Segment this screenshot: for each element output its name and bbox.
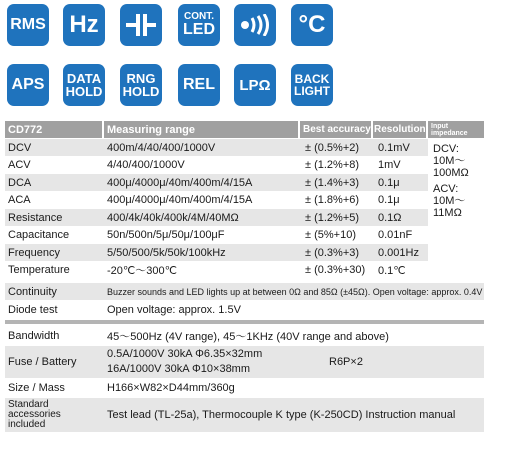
measurement-range: 5/50/500/5k/50k/100kHz [107,246,226,259]
measurement-range: 400μ/4000μ/40m/400m/4/15A [107,194,253,206]
diode-text: Open voltage: approx. 1.5V [107,303,241,316]
header-resolution [373,121,426,138]
aps-badge [7,64,49,106]
measurement-accuracy: ± (5%+10) [305,229,356,241]
header-resolution-label: Resolution [374,124,426,135]
size-value: H166×W82×D44mm/360g [107,382,235,394]
impedance-acv-label: ACV: [433,183,459,195]
header-model [5,121,102,138]
header-accuracy [300,121,371,138]
continuity-text: Buzzer sounds and LED lights up at between 0Ω and 85Ω (±45Ω). Open voltage: approx. 0.4V [107,286,483,297]
continuity-label: Continuity [8,285,57,298]
measurement-row [5,262,428,279]
measurement-resolution: 1mV [378,159,401,171]
lpo-label: LPΩ [239,76,271,94]
accessories-label-2: accessories [8,409,61,420]
buzzer-icon [234,4,276,46]
cont-led-badge [178,4,220,46]
impedance-dcv-label: DCV: [433,143,459,155]
header-range-label: Measuring range [107,123,196,136]
measurement-accuracy: ± (1.4%+3) [305,176,360,189]
measurement-range: 4/40/400/1000V [107,159,185,171]
cont-label: CONT. [184,11,214,22]
impedance-dcv-value-2: 100MΩ [433,167,469,179]
rms-badge-label: RMS [10,16,46,33]
measurement-range: 50n/500n/5μ/50μ/100μF [107,229,225,241]
measurement-range: 400/4k/40k/400k/4M/40MΩ [107,211,239,224]
measurement-accuracy: ± (0.3%+30) [305,264,366,276]
measurement-name: Resistance [8,211,63,224]
measurement-resolution: 0.1mV [378,141,410,154]
accessories-value: Test lead (TL-25a), Thermocouple K type (K-250CD) Instruction manual [107,409,456,421]
measurement-accuracy: ± (1.2%+8) [305,159,360,171]
model-name: CD772 [8,123,43,136]
measurement-accuracy: ± (1.2%+5) [305,211,360,224]
hz-badge-label: Hz [69,11,99,38]
capacitor-icon [120,4,162,46]
measurement-resolution: 0.1℃ [378,264,406,277]
rng-hold-badge [120,64,162,106]
led-label: LED [183,21,215,38]
measurement-name: Temperature [8,264,70,276]
accessories-label-3: included [8,419,46,430]
continuity-row [5,283,484,300]
impedance-dcv-value-1: 10M〜 [433,155,466,167]
measurement-name: DCA [8,176,32,189]
measurement-resolution: 0.1μ [378,176,400,189]
header-impedance-label-2: impedance [431,129,468,137]
header-range [104,121,298,138]
measurement-row [5,244,428,261]
measurement-row [5,174,428,191]
measurement-name: Frequency [8,246,60,259]
back-light-badge [291,64,333,106]
measurement-range: 400μ/4000μ/40m/400m/4/15A [107,176,253,189]
measurement-resolution: 0.1Ω [378,211,402,224]
hz-badge [63,4,105,46]
fuse-label: Fuse / Battery [8,356,77,368]
fuse-value-2: 16A/1000V 30kA Φ10×38mm [107,363,251,375]
measurement-accuracy: ± (0.3%+3) [305,246,360,259]
measurement-name: ACV [8,159,31,171]
diode-row [5,301,484,318]
size-label: Size / Mass [8,382,65,394]
accessories-label-1: Standard [8,399,49,410]
impedance-acv-value-2: 11MΩ [433,207,462,219]
header-accuracy-label: Best accuracy [303,124,371,135]
measurement-range: 400m/4/40/400/1000V [107,141,216,154]
rel-badge [178,64,220,106]
fuse-row [5,346,484,378]
size-row [5,379,484,397]
measurement-row [5,209,428,226]
diode-label: Diode test [8,303,58,316]
measurement-name: DCV [8,141,32,154]
impedance-acv-value-1: 10M〜 [433,195,466,207]
measurement-row [5,192,428,209]
rng-label: RNG [126,71,156,86]
celsius-label: °C [298,11,326,38]
hold-label: HOLD [65,84,103,99]
measurement-accuracy: ± (1.8%+6) [305,194,360,206]
battery-value: R6P×2 [329,356,363,368]
aps-label: APS [11,76,45,93]
impedance-cell [430,139,484,280]
measurement-row [5,139,428,156]
celsius-badge [291,4,333,46]
measurement-accuracy: ± (0.5%+2) [305,141,360,154]
header-impedance [428,121,484,138]
bandwidth-value: 45〜500Hz (4V range), 45〜1KHz (40V range and above) [107,330,389,343]
accessories-row [5,398,484,432]
accessories-label [5,398,102,432]
measurement-resolution: 0.1μ [378,194,400,206]
measurement-row [5,157,428,174]
measurement-resolution: 0.01nF [378,229,413,241]
section-divider [5,320,484,324]
lpo-badge [234,64,276,106]
data-label: DATA [66,71,102,86]
back-label: BACK [294,72,330,86]
header-impedance-label-1: Input [431,122,449,130]
measurement-name: Capacitance [8,229,70,241]
fuse-values [104,346,262,378]
data-hold-badge [63,64,105,106]
fuse-value-1: 0.5A/1000V 30kA Φ6.35×32mm [107,348,263,360]
measurement-name: ACA [8,194,31,206]
rms-badge [7,4,49,46]
measurement-range: -20℃〜300℃ [107,265,177,277]
rel-label: REL [183,76,215,93]
measurement-row [5,227,428,244]
bandwidth-label: Bandwidth [8,329,60,342]
light-label: LIGHT [294,84,330,98]
measurement-resolution: 0.001Hz [378,246,419,259]
rng-hold-label: HOLD [122,84,160,99]
bandwidth-row [5,326,484,345]
